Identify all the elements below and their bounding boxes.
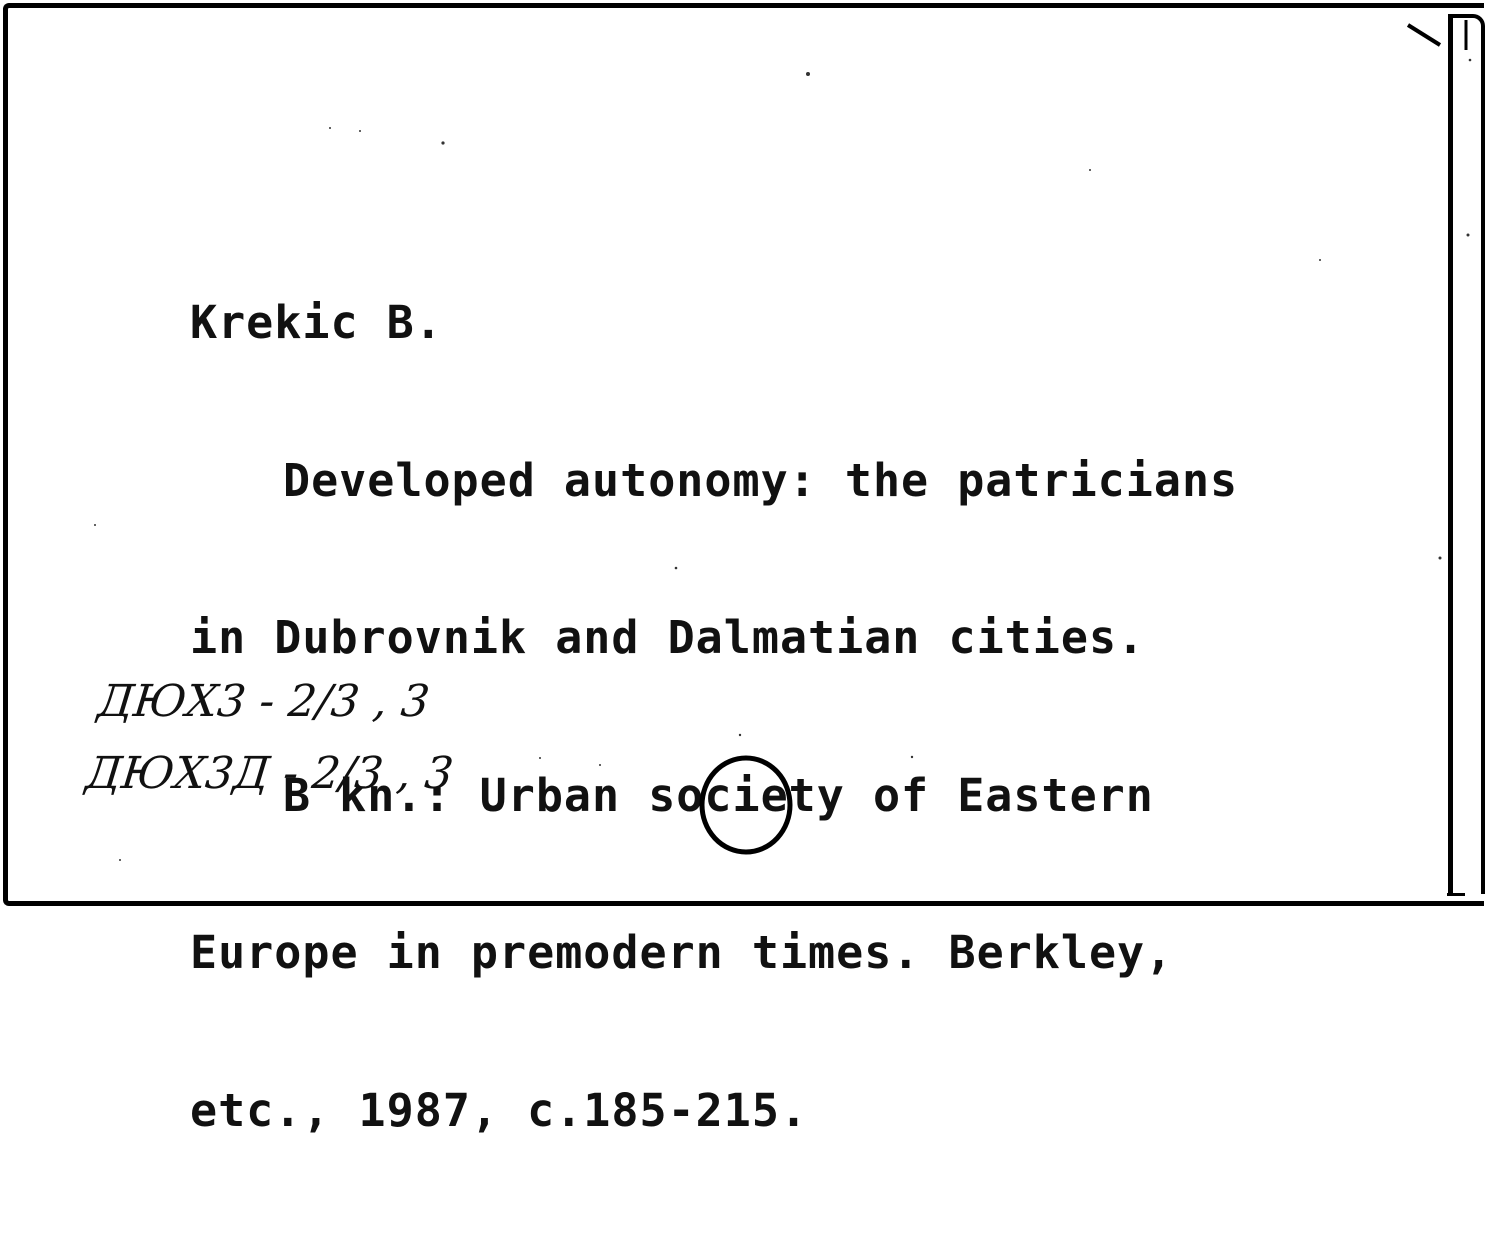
shelfmark-2: ДЮХ3Д - 2/3 , 3 bbox=[83, 748, 456, 799]
title-line-1: Developed autonomy: the patricians bbox=[283, 453, 1239, 507]
shelfmark-1: ДЮХ3 - 2/3 , 3 bbox=[95, 676, 432, 727]
source-line-2: Europe in premodern times. Berkley, bbox=[190, 926, 1174, 979]
author-line: Krekic B. bbox=[190, 296, 443, 349]
source-line-3: etc., 1987, c.185-215. bbox=[190, 1083, 809, 1137]
title-line-2: in Dubrovnik and Dalmatian cities. bbox=[190, 611, 1146, 664]
source-line-1: B kn.: Urban society of Eastern bbox=[283, 768, 1154, 822]
